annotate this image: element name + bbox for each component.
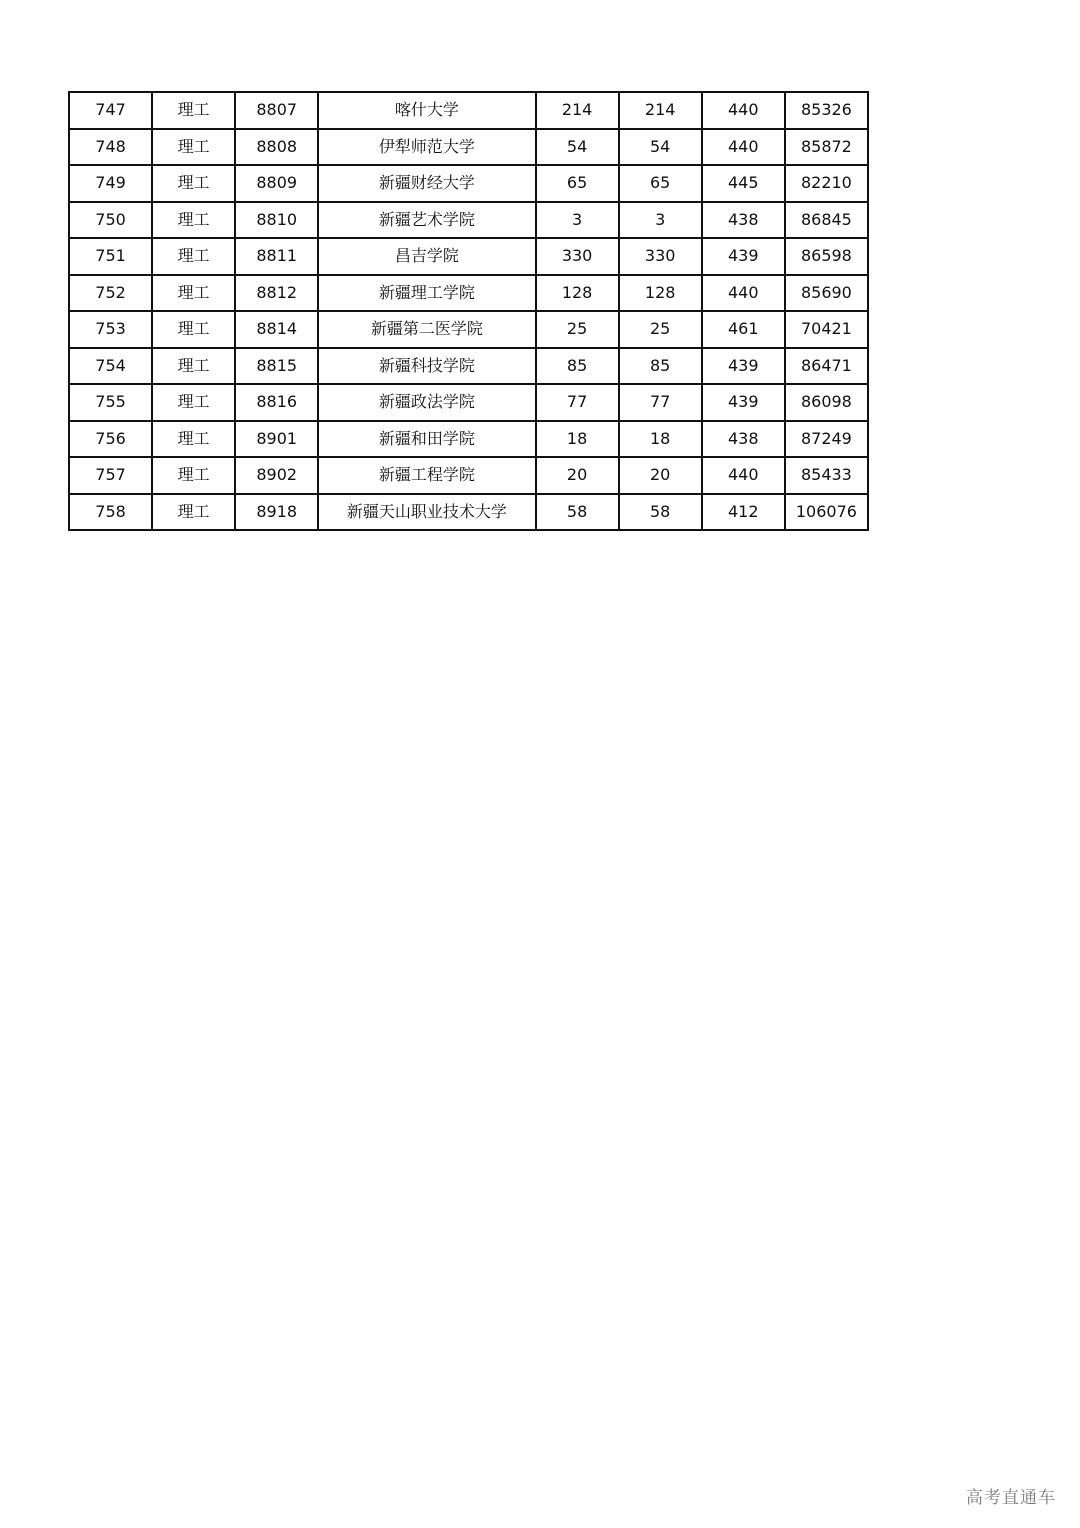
cell-plan-count: 128 <box>536 275 619 312</box>
cell-min-rank: 82210 <box>785 165 868 202</box>
cell-plan-count: 18 <box>536 421 619 458</box>
cell-min-rank: 106076 <box>785 494 868 531</box>
cell-admit-count: 65 <box>619 165 702 202</box>
cell-category: 理工 <box>152 494 235 531</box>
cell-category: 理工 <box>152 129 235 166</box>
cell-category: 理工 <box>152 238 235 275</box>
cell-admit-count: 54 <box>619 129 702 166</box>
cell-plan-count: 20 <box>536 457 619 494</box>
cell-min-score: 440 <box>702 457 785 494</box>
cell-min-rank: 87249 <box>785 421 868 458</box>
cell-min-score: 439 <box>702 348 785 385</box>
cell-school-code: 8816 <box>235 384 318 421</box>
cell-category: 理工 <box>152 384 235 421</box>
cell-min-rank: 86471 <box>785 348 868 385</box>
cell-admit-count: 128 <box>619 275 702 312</box>
cell-min-score: 412 <box>702 494 785 531</box>
cell-row-index: 747 <box>69 92 152 129</box>
cell-school-code: 8809 <box>235 165 318 202</box>
cell-admit-count: 3 <box>619 202 702 239</box>
cell-admit-count: 330 <box>619 238 702 275</box>
cell-category: 理工 <box>152 165 235 202</box>
cell-min-rank: 85872 <box>785 129 868 166</box>
cell-row-index: 748 <box>69 129 152 166</box>
cell-plan-count: 214 <box>536 92 619 129</box>
cell-min-score: 439 <box>702 238 785 275</box>
cell-plan-count: 330 <box>536 238 619 275</box>
cell-school-name: 新疆第二医学院 <box>318 311 535 348</box>
cell-min-score: 445 <box>702 165 785 202</box>
cell-category: 理工 <box>152 311 235 348</box>
cell-plan-count: 85 <box>536 348 619 385</box>
cell-min-rank: 85690 <box>785 275 868 312</box>
table-row <box>69 494 868 531</box>
cell-school-name: 新疆财经大学 <box>318 165 535 202</box>
cell-min-rank: 86098 <box>785 384 868 421</box>
cell-min-score: 438 <box>702 202 785 239</box>
cell-row-index: 754 <box>69 348 152 385</box>
cell-school-code: 8814 <box>235 311 318 348</box>
cell-row-index: 758 <box>69 494 152 531</box>
cell-plan-count: 25 <box>536 311 619 348</box>
cell-min-rank: 86845 <box>785 202 868 239</box>
table-body <box>69 92 868 530</box>
cell-school-code: 8901 <box>235 421 318 458</box>
cell-row-index: 752 <box>69 275 152 312</box>
cell-school-code: 8918 <box>235 494 318 531</box>
cell-school-code: 8810 <box>235 202 318 239</box>
table-row <box>69 348 868 385</box>
cell-category: 理工 <box>152 421 235 458</box>
cell-row-index: 756 <box>69 421 152 458</box>
cell-school-name: 喀什大学 <box>318 92 535 129</box>
cell-min-score: 438 <box>702 421 785 458</box>
cell-admit-count: 58 <box>619 494 702 531</box>
cell-school-name: 新疆科技学院 <box>318 348 535 385</box>
cell-category: 理工 <box>152 202 235 239</box>
cell-category: 理工 <box>152 92 235 129</box>
cell-row-index: 749 <box>69 165 152 202</box>
cell-school-code: 8808 <box>235 129 318 166</box>
table-row <box>69 384 868 421</box>
table-row <box>69 457 868 494</box>
cell-school-name: 新疆天山职业技术大学 <box>318 494 535 531</box>
cell-school-name: 新疆艺术学院 <box>318 202 535 239</box>
cell-school-name: 昌吉学院 <box>318 238 535 275</box>
cell-school-name: 伊犁师范大学 <box>318 129 535 166</box>
cell-plan-count: 65 <box>536 165 619 202</box>
cell-min-score: 440 <box>702 129 785 166</box>
cell-admit-count: 85 <box>619 348 702 385</box>
cell-min-rank: 85433 <box>785 457 868 494</box>
cell-min-rank: 70421 <box>785 311 868 348</box>
cell-school-code: 8815 <box>235 348 318 385</box>
cell-plan-count: 58 <box>536 494 619 531</box>
cell-school-name: 新疆理工学院 <box>318 275 535 312</box>
table-row <box>69 311 868 348</box>
table-row <box>69 421 868 458</box>
cell-row-index: 750 <box>69 202 152 239</box>
cell-admit-count: 214 <box>619 92 702 129</box>
cell-min-score: 440 <box>702 275 785 312</box>
table-row <box>69 92 868 129</box>
cell-min-rank: 85326 <box>785 92 868 129</box>
table-row <box>69 202 868 239</box>
cell-category: 理工 <box>152 275 235 312</box>
cell-plan-count: 54 <box>536 129 619 166</box>
table-row <box>69 165 868 202</box>
cell-row-index: 757 <box>69 457 152 494</box>
cell-admit-count: 25 <box>619 311 702 348</box>
cell-min-score: 439 <box>702 384 785 421</box>
cell-school-code: 8902 <box>235 457 318 494</box>
watermark-text: 高考直通车 <box>966 1488 1056 1508</box>
cell-row-index: 751 <box>69 238 152 275</box>
cell-min-score: 440 <box>702 92 785 129</box>
cell-admit-count: 20 <box>619 457 702 494</box>
cell-min-rank: 86598 <box>785 238 868 275</box>
cell-school-name: 新疆工程学院 <box>318 457 535 494</box>
admissions-table <box>68 91 869 531</box>
cell-admit-count: 77 <box>619 384 702 421</box>
cell-min-score: 461 <box>702 311 785 348</box>
table-row <box>69 238 868 275</box>
cell-school-code: 8811 <box>235 238 318 275</box>
cell-category: 理工 <box>152 457 235 494</box>
table-row <box>69 275 868 312</box>
cell-admit-count: 18 <box>619 421 702 458</box>
cell-row-index: 755 <box>69 384 152 421</box>
cell-school-name: 新疆政法学院 <box>318 384 535 421</box>
cell-plan-count: 3 <box>536 202 619 239</box>
cell-category: 理工 <box>152 348 235 385</box>
cell-school-code: 8812 <box>235 275 318 312</box>
cell-row-index: 753 <box>69 311 152 348</box>
cell-school-code: 8807 <box>235 92 318 129</box>
cell-school-name: 新疆和田学院 <box>318 421 535 458</box>
cell-plan-count: 77 <box>536 384 619 421</box>
table-row <box>69 129 868 166</box>
